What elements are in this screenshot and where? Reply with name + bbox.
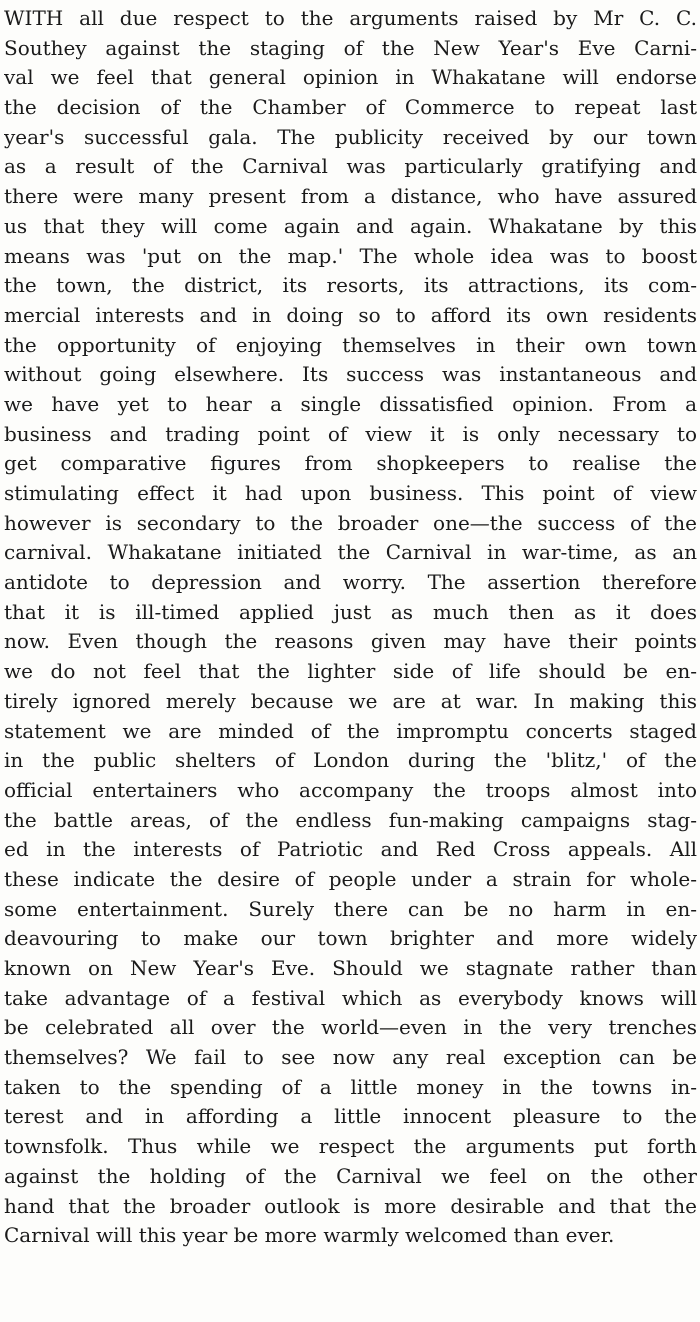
article-line: against the holding of the Carnival we feel on the other (4, 1163, 697, 1188)
article-line: ed in the interests of Patriotic and Red Cross appeals. All (4, 837, 697, 862)
article-line: however is secondary to the broader one—the success of the (4, 510, 697, 535)
article-line: get comparative figures from shopkeepers to realise the (4, 451, 697, 476)
article-line: official entertainers who accompany the troops almost into (4, 777, 697, 802)
article-line: carnival. Whakatane initiated the Carnival in war-time, as an (4, 540, 697, 565)
article-line: means was 'put on the map.' The whole idea was to boost (4, 243, 697, 268)
article-line: the battle areas, of the endless fun-making campaigns stag- (4, 807, 697, 832)
article-line: statement we are minded of the impromptu concerts staged (4, 718, 697, 743)
article-line: year's successful gala. The publicity received by our town (4, 124, 697, 149)
article-line: without going elsewhere. Its success was instantaneous and (4, 362, 697, 387)
article-line: themselves? We fail to see now any real exception can be (4, 1045, 697, 1070)
article-line: known on New Year's Eve. Should we stagnate rather than (4, 956, 697, 980)
article-line: terest and in affording a little innocent pleasure to the (4, 1104, 697, 1129)
article-line: these indicate the desire of people under a strain for whole- (4, 866, 697, 891)
article-line: deavouring to make our town brighter and more widely (4, 926, 697, 951)
article-line: mercial interests and in doing so to afford its own residents (4, 302, 697, 327)
article-line: tirely ignored merely because we are at war. In making this (4, 688, 697, 713)
article-line: be celebrated all over the world—even in the very trenches (4, 1015, 697, 1040)
article-line: we have yet to hear a single dissatisfied opinion. From a (4, 391, 697, 416)
article-line: taken to the spending of a little money in the towns in- (4, 1074, 697, 1099)
article-line: there were many present from a distance, who have assured (4, 184, 697, 209)
editorial-article (4, 4, 697, 1251)
article-line: Carnival will this year be more warmly welcomed than ever. (4, 1223, 615, 1248)
article-line: antidote to depression and worry. The assertion therefore (4, 570, 697, 595)
article-line: business and trading point of view it is only necessary to (4, 421, 697, 446)
article-line: in the public shelters of London during the 'blitz,' of the (4, 748, 697, 773)
article-line: take advantage of a festival which as everybody knows will (4, 985, 697, 1010)
article-line: us that they will come again and again. Whakatane by this (4, 213, 697, 238)
article-line: hand that the broader outlook is more desirable and that the (4, 1193, 697, 1218)
article-line: the town, the district, its resorts, its attractions, its com- (4, 273, 697, 298)
article-line: stimulating effect it had upon business. This point of view (4, 481, 697, 505)
article-line: we do not feel that the lighter side of life should be en- (4, 659, 697, 684)
article-line: as a result of the Carnival was particularly gratifying and (4, 154, 697, 179)
article-line: the opportunity of enjoying themselves in their own town (4, 332, 697, 357)
article-line: the decision of the Chamber of Commerce to repeat last (4, 95, 697, 120)
article-line: WITH all due respect to the arguments raised by Mr C. C. (4, 6, 697, 30)
article-line: some entertainment. Surely there can be no harm in en- (4, 896, 697, 921)
article-line: townsfolk. Thus while we respect the arguments put forth (4, 1134, 697, 1159)
article-line: that it is ill-timed applied just as much then as it does (4, 599, 697, 624)
article-line: val we feel that general opinion in Whakatane will endorse (4, 65, 697, 90)
article-line: now. Even though the reasons given may have their points (4, 629, 697, 654)
article-line: Southey against the staging of the New Year's Eve Carni- (4, 35, 697, 60)
